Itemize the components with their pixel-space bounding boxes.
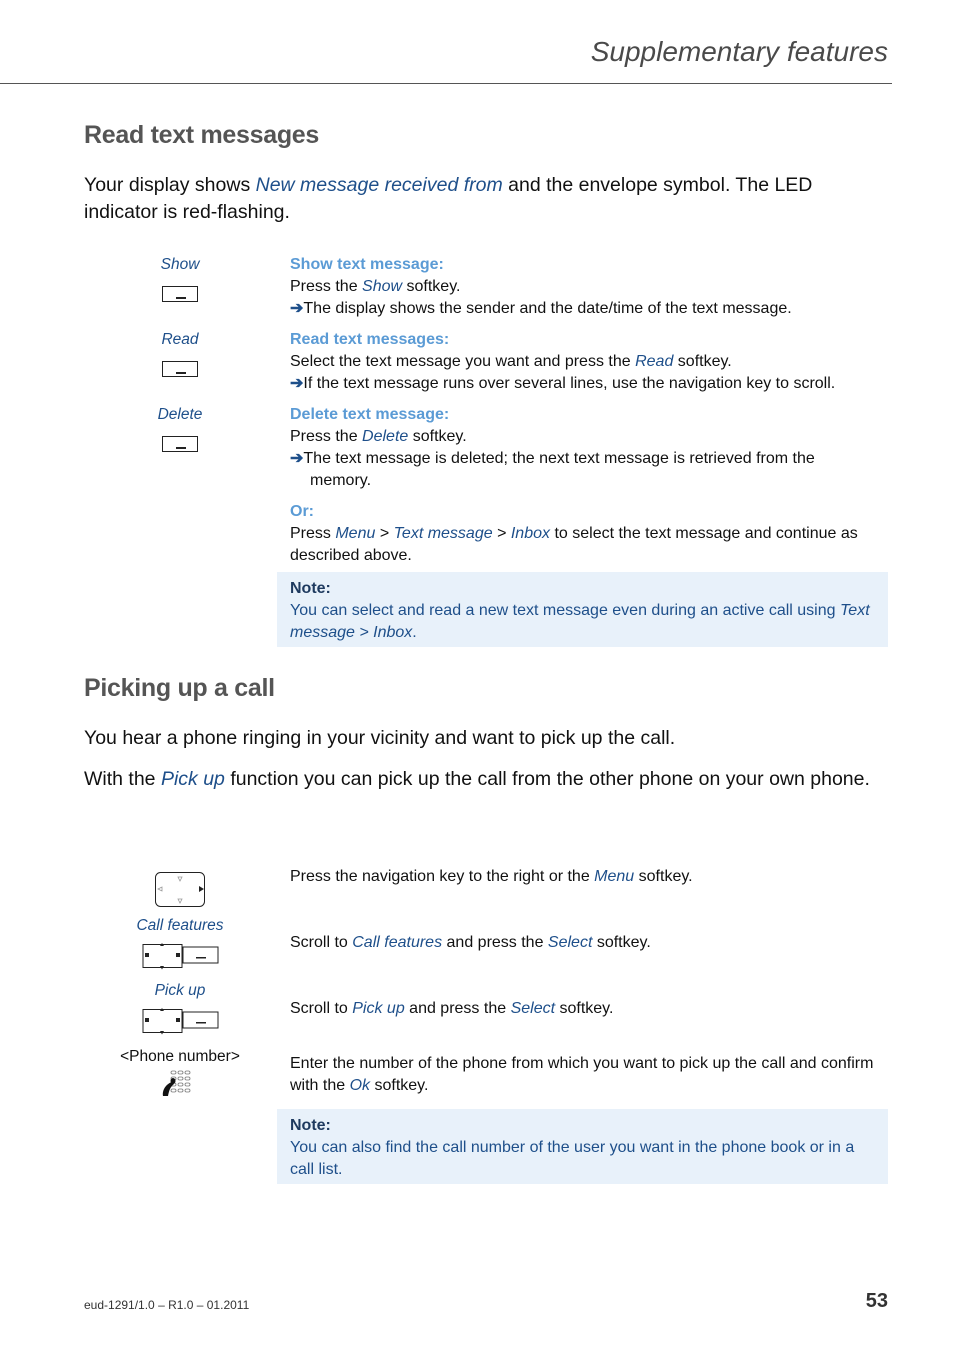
show-softkey-icon bbox=[162, 286, 198, 302]
section-intro: Your display shows New message received from and the envelope symbol. The LED indicator is red-flashing. bbox=[84, 174, 813, 223]
section-para-2: With the Pick up function you can pick up the call from the other phone on your own phone. bbox=[84, 768, 870, 790]
step-scroll-pick-up: Scroll to Pick up and press the Select softkey. bbox=[290, 1000, 614, 1017]
pick-up-label: Pick up bbox=[154, 982, 206, 999]
note-box-text-message: Note: You can select and read a new text message even during an active call using Text message > Inbox. bbox=[277, 572, 888, 647]
keypad-dial-icon bbox=[161, 1070, 195, 1098]
step-press-navigation-key: Press the navigation key to the right or the Menu softkey. bbox=[290, 868, 693, 885]
note-heading: Note: bbox=[290, 580, 331, 597]
step-read-text-messages: Read text messages: Select the text message you want and press the Read softkey. ➔If the text message runs over several lines, use the navigation key to scroll. bbox=[290, 329, 880, 395]
show-softkey-label: Show bbox=[160, 256, 200, 273]
note-box-call-number: Note: You can also find the call number of the user you want in the phone book or in a call list. bbox=[277, 1109, 888, 1184]
call-features-label: Call features bbox=[136, 917, 224, 934]
result-arrow-icon: ➔ bbox=[290, 450, 304, 467]
delete-softkey-icon bbox=[162, 436, 198, 452]
section-heading-read-text-messages: Read text messages bbox=[84, 121, 320, 149]
step-heading: Read text messages: bbox=[290, 331, 450, 348]
navigation-key-right-icon bbox=[155, 872, 205, 907]
result-arrow-icon: ➔ bbox=[290, 375, 304, 392]
section-heading-picking-up-a-call: Picking up a call bbox=[84, 674, 275, 702]
document-reference: eud-1291/1.0 – R1.0 – 01.2011 bbox=[84, 1298, 250, 1312]
scroll-and-select-icon bbox=[142, 943, 220, 970]
step-heading: Or: bbox=[290, 503, 314, 520]
step-show-text-message: Show text message: Press the Show softkey. ➔The display shows the sender and the date/time of the text message. bbox=[290, 254, 880, 320]
note-heading: Note: bbox=[290, 1117, 331, 1134]
phone-number-label: <Phone number> bbox=[120, 1048, 240, 1065]
header-divider bbox=[0, 83, 892, 84]
step-scroll-call-features: Scroll to Call features and press the Select softkey. bbox=[290, 934, 651, 951]
scroll-and-select-icon bbox=[142, 1008, 220, 1035]
read-softkey-icon bbox=[162, 361, 198, 377]
step-enter-phone-number: Enter the number of the phone from which you want to pick up the call and confirm with the Ok softkey. bbox=[290, 1055, 874, 1094]
step-or-alternative: Or: Press Menu > Text message > Inbox to select the text message and continue as described above. bbox=[290, 501, 880, 567]
running-header-title: Supplementary features bbox=[590, 36, 888, 67]
section-para-1: You hear a phone ringing in your vicinity and want to pick up the call. bbox=[84, 727, 676, 749]
result-arrow-icon: ➔ bbox=[290, 300, 304, 317]
step-heading: Delete text message: bbox=[290, 406, 450, 423]
page-number: 53 bbox=[865, 1290, 888, 1312]
step-delete-text-message: Delete text message: Press the Delete softkey. ➔The text message is deleted; the next text message is retrieved from the memory. bbox=[290, 404, 880, 492]
delete-softkey-label: Delete bbox=[157, 406, 203, 423]
step-heading: Show text message: bbox=[290, 256, 444, 273]
read-softkey-label: Read bbox=[161, 331, 199, 348]
